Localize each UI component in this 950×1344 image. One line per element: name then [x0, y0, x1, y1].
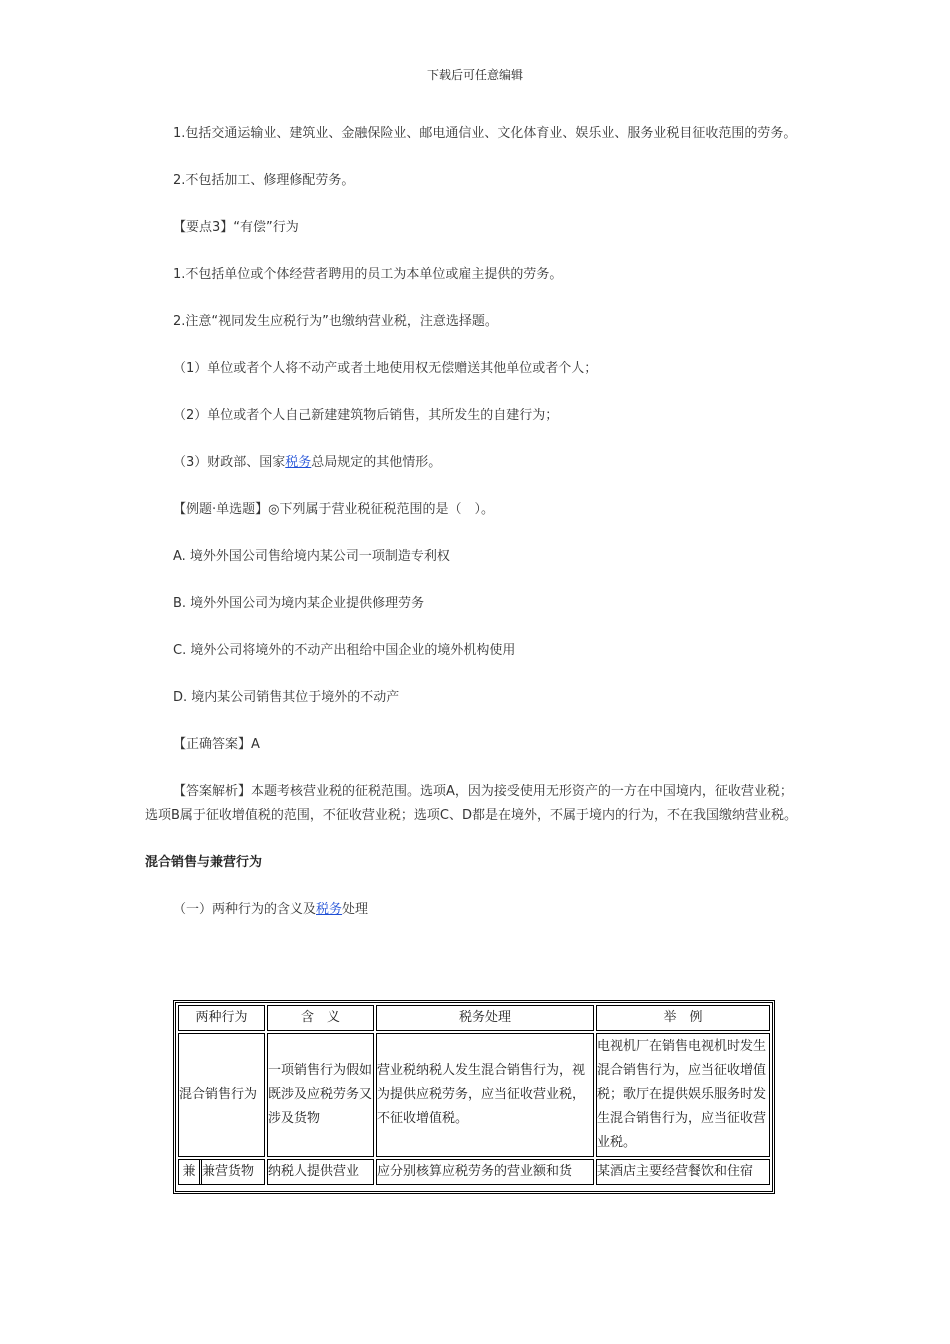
list-item-1: （1）单位或者个人将不动产或者土地使用权无偿赠送其他单位或者个人； [173, 361, 598, 376]
answer-explanation: 【答案解析】本题考核营业税的征税范围。选项A，因为接受使用无形资产的一方在中国境内，征收营业税； 选项B属于征收增值税的范围，不征收营业税；选项C、D都是在境外，不属于境内的行为，不在我国缴纳营业税。 [145, 784, 798, 823]
table-row [178, 1159, 770, 1185]
table-cell: 兼 [179, 1160, 202, 1184]
option-d: D. 境内某公司销售其位于境外的不动产 [173, 690, 400, 705]
document-body [145, 122, 809, 922]
tax-link[interactable]: 税务 [285, 455, 312, 470]
option-b: B. 境外外国公司为境内某企业提供修理劳务 [173, 596, 425, 611]
paragraph-employee-exclusion: 1.不包括单位或个体经营者聘用的员工为本单位或雇主提供的劳务。 [173, 267, 563, 282]
option-c: C. 境外公司将境外的不动产出租给中国企业的境外机构使用 [173, 643, 516, 658]
page-header: 下载后可任意编辑 [426, 68, 523, 82]
table-cell: 营业税纳税人发生混合销售行为，视为提供应税劳务，应当征收营业税，不征收增值税。 [376, 1033, 594, 1157]
table-cell: 应分别核算应税劳务的营业额和货 [376, 1159, 594, 1185]
subsection-text-end: 处理 [342, 902, 369, 917]
paragraph-scope-included: 1.包括交通运输业、建筑业、金融保险业、邮电通信业、文化体育业、娱乐业、服务业税目征收范围的劳务。 [173, 126, 797, 141]
behavior-comparison-table [173, 1000, 775, 1194]
table-header-row [178, 1005, 770, 1031]
list-item-3 [145, 451, 809, 475]
tax-link-2[interactable]: 税务 [316, 902, 343, 917]
list-item-3-text-start: （3）财政部、国家 [173, 455, 286, 470]
table-cell [178, 1159, 265, 1185]
paragraph-deemed-taxable: 2.注意“视同发生应税行为”也缴纳营业税，注意选择题。 [173, 314, 498, 329]
correct-answer: 【正确答案】A [173, 737, 260, 752]
section-heading: 混合销售与兼营行为 [145, 855, 263, 870]
table-cell: 电视机厂在销售电视机时发生混合销售行为，应当征收增值税；歌厅在提供娱乐服务时发生混合销售行为，应当征收营业税。 [596, 1033, 770, 1157]
example-question: 【例题·单选题】◎下列属于营业税征税范围的是（ ）。 [173, 502, 494, 517]
header-cell: 举 例 [596, 1005, 770, 1031]
nested-cell-table [179, 1160, 264, 1184]
subsection-heading [145, 898, 809, 922]
table-cell: 纳税人提供营业 [267, 1159, 374, 1185]
subsection-text-start: （一）两种行为的含义及 [173, 902, 317, 917]
table-cell: 某酒店主要经营餐饮和住宿 [596, 1159, 770, 1185]
point-3-heading: 【要点3】“有偿”行为 [173, 220, 299, 235]
option-a: A. 境外外国公司售给境内某公司一项制造专利权 [173, 549, 450, 564]
list-item-2: （2）单位或者个人自己新建建筑物后销售，其所发生的自建行为； [173, 408, 559, 423]
header-cell: 两种行为 [178, 1005, 265, 1031]
paragraph-scope-excluded: 2.不包括加工、修理修配劳务。 [173, 173, 355, 188]
table-cell: 一项销售行为假如既涉及应税劳务又涉及货物 [267, 1033, 374, 1157]
table-cell: 兼营货物 [202, 1164, 255, 1179]
table-cell: 混合销售行为 [178, 1033, 265, 1157]
table-row [178, 1033, 770, 1157]
header-cell: 税务处理 [376, 1005, 594, 1031]
list-item-3-text-end: 总局规定的其他情形。 [311, 455, 442, 470]
header-cell: 含 义 [267, 1005, 374, 1031]
